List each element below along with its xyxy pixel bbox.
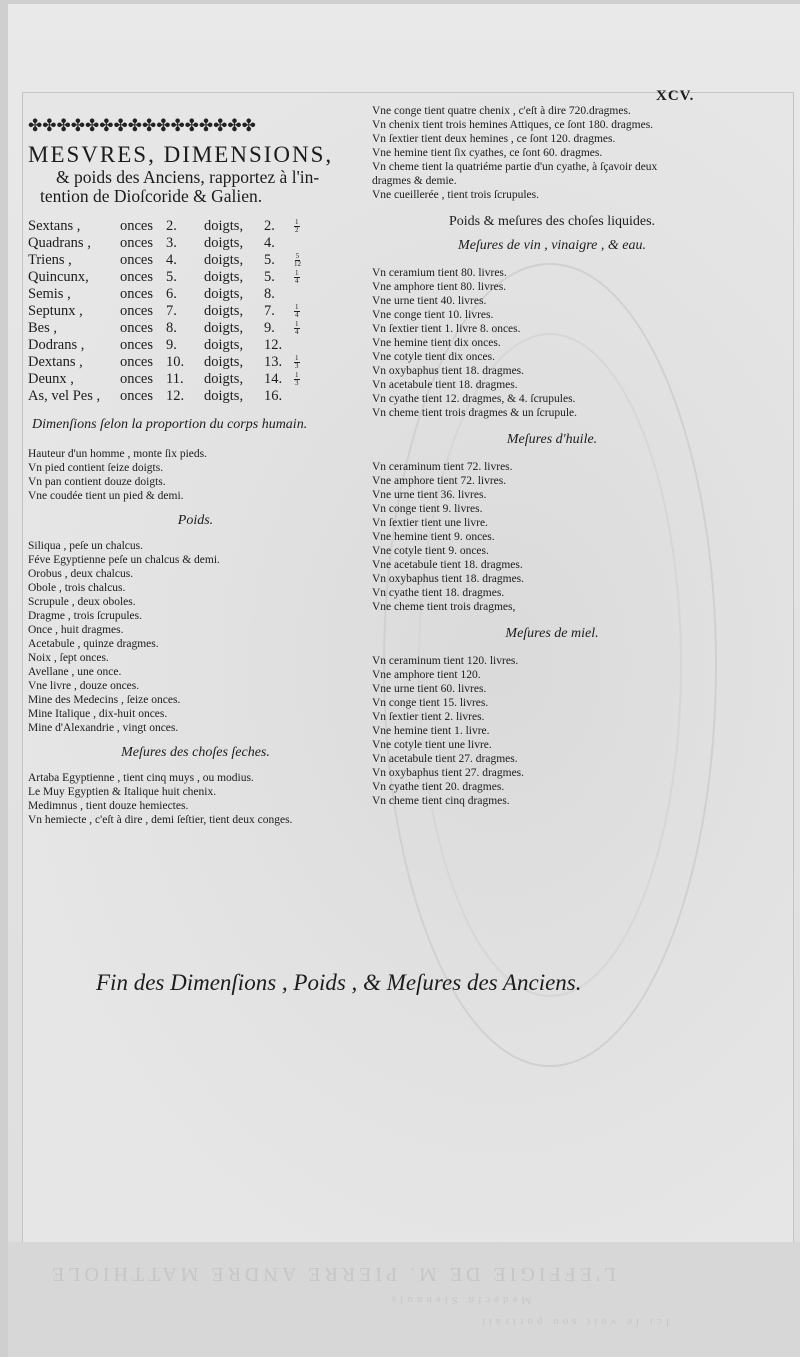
fraction-numerator: 1 [295, 269, 299, 278]
unit-onces-label: onces [120, 388, 154, 404]
unit-fraction [294, 372, 300, 387]
text-line: Obole , trois chalcus. [28, 582, 126, 594]
unit-name: Dodrans , [28, 337, 85, 353]
unit-onces-value: 11. [166, 371, 184, 387]
text-line: Vn acetabule tient 18. dragmes. [372, 379, 518, 391]
text-line: Féve Egyptienne peſe un chalcus & demi. [28, 554, 220, 566]
closing-title: Fin des Dimenſions , Poids , & Meſures des Anciens. [96, 970, 582, 995]
unit-row [28, 286, 301, 303]
unit-doigts-label: doigts, [204, 252, 244, 268]
unit-name: Triens , [28, 252, 72, 268]
huile-list [372, 460, 732, 614]
text-line: Dragme , trois ſcrupules. [28, 610, 143, 622]
text-line: Vn ceramium tient 80. livres. [372, 267, 507, 279]
unit-doigts-value: 5. [264, 269, 275, 285]
unit-onces-label: onces [120, 371, 154, 387]
bleed-through-band [8, 1242, 800, 1357]
fraction-denominator: 4 [295, 311, 299, 320]
page-subtitle [40, 167, 363, 206]
unit-row [28, 371, 301, 388]
text-line: Siliqua , peſe un chalcus. [28, 540, 143, 552]
unit-name: Dextans , [28, 354, 83, 370]
text-line: Artaba Egyptienne , tient cinq muys , ou modius. [28, 772, 254, 784]
unit-onces-value: 10. [166, 354, 185, 370]
conge-list [372, 104, 732, 202]
unit-doigts-label: doigts, [204, 303, 244, 319]
text-line: Vn ſextier tient 2. livres. [372, 711, 485, 723]
unit-onces-value: 8. [166, 320, 177, 336]
unit-name: Quadrans , [28, 235, 91, 251]
unit-doigts-value: 14. [264, 371, 283, 387]
unit-doigts-value: 13. [264, 354, 283, 370]
text-line: Vn ceraminum tient 120. livres. [372, 655, 519, 667]
text-line: Vne urne tient 60. livres. [372, 683, 487, 695]
text-line: Vne cueillerée , tient trois ſcrupules. [372, 189, 540, 201]
unit-doigts-label: doigts, [204, 388, 244, 404]
unit-onces-label: onces [120, 235, 154, 251]
text-line: Le Muy Egyptien & Italique huit chenix. [28, 786, 217, 798]
text-line: Vne hemine tient 9. onces. [372, 531, 495, 543]
unit-fraction-cell [294, 235, 301, 252]
unit-doigts-label: doigts, [204, 371, 244, 387]
unit-doigts-value: 7. [264, 303, 275, 319]
unit-name: As, vel Pes , [28, 388, 101, 404]
text-line: Vne amphore tient 120. [372, 669, 481, 681]
section-heading-liquides: Poids & meſures des choſes liquides. [448, 214, 656, 229]
unit-fraction-cell [294, 371, 301, 388]
unit-doigts-label: doigts, [204, 354, 244, 370]
text-line: Avellane , une once. [28, 666, 122, 678]
corps-list [28, 447, 363, 503]
unit-row [28, 388, 301, 405]
unit-fraction [294, 304, 300, 319]
text-line: Vn pan contient douze doigts. [28, 476, 166, 488]
text-line: Acetabule , quinze dragmes. [28, 638, 159, 650]
unit-row [28, 218, 301, 235]
unit-row [28, 252, 301, 269]
text-line: Vne cotyle tient dix onces. [372, 351, 495, 363]
unit-doigts-label: doigts, [204, 269, 244, 285]
text-line: Mine d'Alexandrie , vingt onces. [28, 722, 179, 734]
text-line: Vn cyathe tient 12. dragmes, & 4. ſcrupules. [372, 393, 576, 405]
unit-fraction-cell [294, 269, 301, 286]
unit-fraction-cell [294, 303, 301, 320]
text-line: Vn acetabule tient 27. dragmes. [372, 753, 518, 765]
text-line: Mine des Medecins , ſeize onces. [28, 694, 181, 706]
text-line: Vne conge tient quatre chenix , c'eſt à dire 720.dragmes. [372, 105, 631, 117]
unit-onces-value: 2. [166, 218, 177, 234]
section-heading-poids: Poids. [177, 513, 214, 528]
fraction-denominator: 4 [295, 277, 299, 286]
text-line: Vn cheme tient cinq dragmes. [372, 795, 510, 807]
fraction-denominator: 12 [294, 260, 301, 269]
subtitle-line: tention de Dioſcoride & Galien. [40, 186, 263, 206]
text-line: Vne hemine tient ſix cyathes, ce ſont 60. dragmes. [372, 147, 603, 159]
unit-row [28, 235, 301, 252]
unit-name: Semis , [28, 286, 71, 302]
text-line: Vne livre , douze onces. [28, 680, 140, 692]
text-line: Vne urne tient 36. livres. [372, 489, 487, 501]
unit-onces-label: onces [120, 269, 154, 285]
unit-onces-label: onces [120, 303, 154, 319]
fraction-numerator: 1 [295, 354, 299, 363]
unit-onces-value: 12. [166, 388, 185, 404]
unit-doigts-label: doigts, [204, 320, 244, 336]
text-line: Vn conge tient 15. livres. [372, 697, 489, 709]
text-line: Mine Italique , dix-huit onces. [28, 708, 168, 720]
poids-list [28, 539, 363, 735]
bleed-through-text: Ici ſe voit son portrait [478, 1316, 670, 1328]
section-heading-seches: Meſures des choſes ſeches. [121, 745, 270, 760]
text-line: Noix , ſept onces. [28, 652, 109, 664]
text-line: Vne amphore tient 72. livres. [372, 475, 507, 487]
fraction-numerator: 1 [295, 218, 299, 227]
fraction-numerator: 1 [295, 320, 299, 329]
section-heading-vin: Meſures de vin , vinaigre , & eau. [458, 238, 646, 253]
text-line: Vne cotyle tient une livre. [372, 739, 492, 751]
unit-fraction-cell [294, 354, 301, 371]
unit-onces-label: onces [120, 354, 154, 370]
unit-fraction-cell [294, 388, 301, 405]
unit-row [28, 320, 301, 337]
bleed-through-text: Medecin Siennois [388, 1294, 532, 1306]
fraction-denominator: 3 [295, 379, 299, 388]
section-heading-corps: Dimenſions ſelon la proportion du corps humain. [32, 417, 308, 432]
bleed-through-text: L'EFFIGIE DE M. PIERRE ANDRE MATTHIOLE [48, 1263, 616, 1285]
unit-name: Bes , [28, 320, 57, 336]
text-line: Vn ceraminum tient 72. livres. [372, 461, 513, 473]
seches-list [28, 771, 363, 827]
text-line: Vne cotyle tient 9. onces. [372, 545, 489, 557]
unit-fraction [294, 219, 300, 234]
unit-onces-value: 4. [166, 252, 177, 268]
unit-name: Quincunx, [28, 269, 89, 285]
unit-row [28, 269, 301, 286]
text-line: Vn cheme tient trois dragmes & un ſcrupule. [372, 407, 578, 419]
text-line: Vn pied contient ſeize doigts. [28, 462, 164, 474]
subtitle-line: & poids des Anciens, rapportez à l'in- [56, 167, 320, 187]
unit-onces-value: 5. [166, 269, 177, 285]
page-number: XCV. [656, 88, 695, 104]
unit-onces-value: 6. [166, 286, 177, 302]
vin-list [372, 266, 732, 420]
text-line: Vn ſextier tient 1. livre 8. onces. [372, 323, 521, 335]
unit-doigts-label: doigts, [204, 337, 244, 353]
text-line: Vn ſextier tient une livre. [372, 517, 488, 529]
units-table [28, 218, 301, 405]
fraction-denominator: 3 [295, 362, 299, 371]
text-line: Hauteur d'un homme , monte ſix pieds. [28, 448, 208, 460]
unit-onces-label: onces [120, 286, 154, 302]
text-line: Vn oxybaphus tient 18. dragmes. [372, 365, 525, 377]
unit-fraction-cell [294, 337, 301, 354]
unit-doigts-value: 12. [264, 337, 283, 353]
unit-row [28, 354, 301, 371]
unit-name: Deunx , [28, 371, 74, 387]
fraction-denominator: 4 [295, 328, 299, 337]
text-line: Once , huit dragmes. [28, 624, 124, 636]
unit-fraction [294, 270, 300, 285]
unit-fraction [294, 321, 300, 336]
text-line: Vn cyathe tient 18. dragmes. [372, 587, 505, 599]
section-heading-huile: Meſures d'huile. [506, 432, 598, 447]
unit-doigts-label: doigts, [204, 286, 244, 302]
unit-onces-label: onces [120, 218, 154, 234]
text-line: Vn chenix tient trois hemines Attiques, ce ſont 180. dragmes. [372, 119, 654, 131]
unit-onces-label: onces [120, 337, 154, 353]
fraction-numerator: 1 [295, 303, 299, 312]
text-line: Vne acetabule tient 18. dragmes. [372, 559, 523, 571]
unit-fraction-cell [294, 218, 301, 235]
unit-fraction-cell [294, 252, 301, 269]
unit-onces-value: 9. [166, 337, 177, 353]
text-line: Vn cheme tient la quatriéme partie d'un cyathe, à ſçavoir deux [372, 161, 658, 173]
unit-onces-value: 3. [166, 235, 177, 251]
text-line: Vn oxybaphus tient 18. dragmes. [372, 573, 525, 585]
fraction-numerator: 5 [295, 252, 300, 261]
text-line: Vn ſextier tient deux hemines , ce ſont 120. dragmes. [372, 133, 616, 145]
text-line: Vne hemine tient 1. livre. [372, 725, 490, 737]
page-title: MESVRES, DIMENSIONS, [28, 142, 334, 167]
text-line: Vn hemiecte , c'eſt à dire , demi ſeſtier, tient deux conges. [28, 814, 293, 826]
section-heading-miel: Meſures de miel. [505, 626, 599, 641]
unit-fraction-cell [294, 320, 301, 337]
left-column [28, 116, 363, 827]
text-line: Vne conge tient 10. livres. [372, 309, 494, 321]
unit-onces-value: 7. [166, 303, 177, 319]
unit-fraction [294, 355, 300, 370]
unit-row [28, 337, 301, 354]
fraction-denominator: 2 [295, 226, 299, 235]
unit-doigts-value: 5. [264, 252, 275, 268]
unit-doigts-value: 4. [264, 235, 275, 251]
text-line: Vn oxybaphus tient 27. dragmes. [372, 767, 525, 779]
text-line: Vne urne tient 40. livres. [372, 295, 487, 307]
text-line: Vn conge tient 9. livres. [372, 503, 483, 515]
unit-doigts-value: 2. [264, 218, 275, 234]
ornament-border: ✤✤✤✤✤✤✤✤✤✤✤✤✤✤✤✤ [28, 116, 256, 136]
text-line: Vne amphore tient 80. livres. [372, 281, 507, 293]
right-column [372, 104, 732, 808]
unit-fraction [294, 253, 301, 268]
text-line: Vne hemine tient dix onces. [372, 337, 501, 349]
unit-doigts-value: 16. [264, 388, 283, 404]
unit-name: Septunx , [28, 303, 83, 319]
unit-doigts-label: doigts, [204, 235, 244, 251]
text-line: Orobus , deux chalcus. [28, 568, 134, 580]
unit-onces-label: onces [120, 320, 154, 336]
unit-fraction-cell [294, 286, 301, 303]
fraction-numerator: 1 [295, 371, 299, 380]
text-line: Vne cheme tient trois dragmes, [372, 601, 516, 613]
unit-doigts-value: 8. [264, 286, 275, 302]
unit-row [28, 303, 301, 320]
text-line: dragmes & demie. [372, 175, 457, 187]
unit-name: Sextans , [28, 218, 81, 234]
unit-doigts-label: doigts, [204, 218, 244, 234]
text-line: Vn cyathe tient 20. dragmes. [372, 781, 505, 793]
miel-list [372, 654, 732, 808]
unit-onces-label: onces [120, 252, 154, 268]
text-line: Vne coudée tient un pied & demi. [28, 490, 184, 502]
text-line: Scrupule , deux oboles. [28, 596, 136, 608]
text-line: Medimnus , tient douze hemiectes. [28, 800, 189, 812]
unit-doigts-value: 9. [264, 320, 275, 336]
